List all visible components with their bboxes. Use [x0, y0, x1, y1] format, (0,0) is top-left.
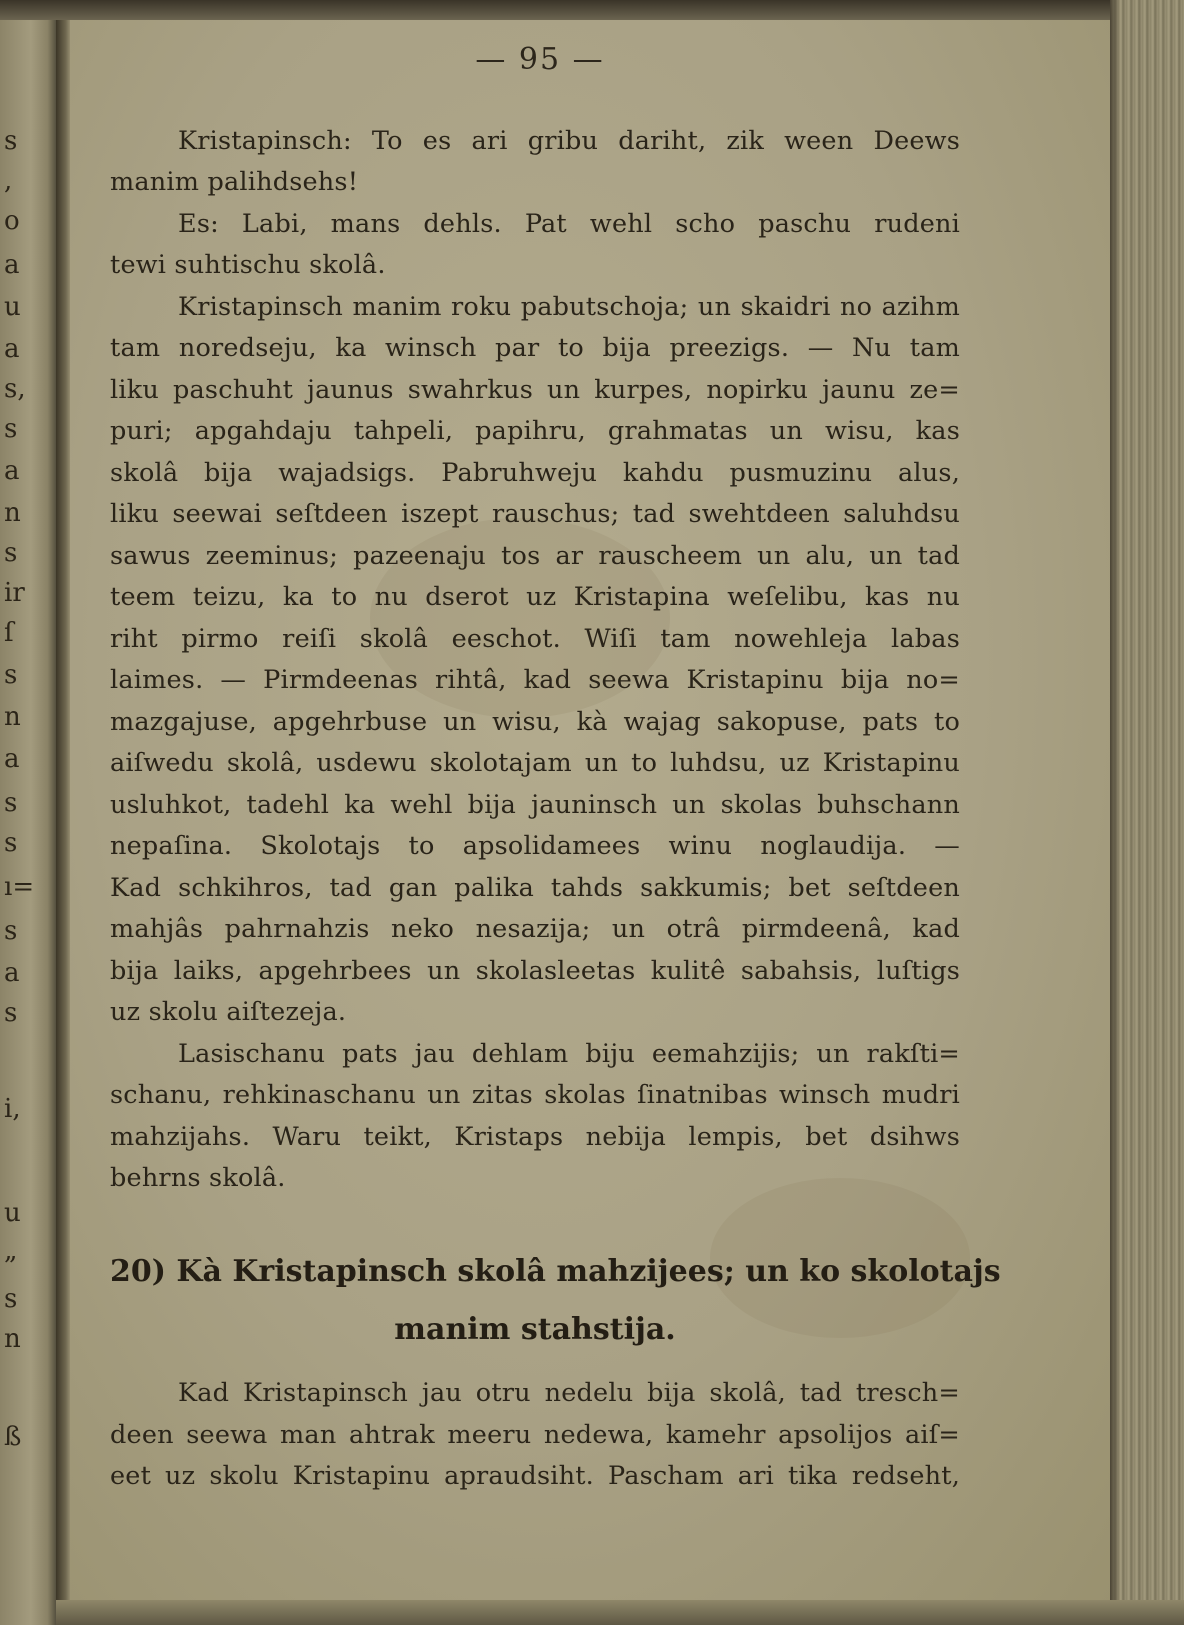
top-edge: [0, 0, 1184, 20]
margin-fragment: a: [4, 958, 20, 988]
margin-fragment: s,: [4, 374, 26, 404]
margin-fragment: ı=: [4, 872, 35, 902]
margin-fragment: s: [4, 788, 18, 818]
margin-fragment: ,: [4, 166, 13, 196]
text-line: Es: Labi, mans dehls. Pat wehl scho paschu rudeni: [178, 209, 960, 239]
text-line: nepaſina. Skolotajs to apsolidamees winu noglaudija. —: [110, 831, 960, 861]
text-line: tewi suhtischu skolâ.: [110, 250, 386, 280]
margin-fragment: ir: [4, 578, 25, 608]
text-line: schanu, rehkinaschanu un zitas skolas ſinatnibas winsch mudri: [110, 1080, 960, 1110]
text-line: uz skolu aiſtezeja.: [110, 997, 347, 1027]
text-line: Kristapinsch: To es ari gribu dariht, zik ween Deews: [178, 126, 960, 156]
text-line: aiſwedu skolâ, usdewu skolotajam un to luhdsu, uz Kristapinu: [110, 748, 960, 778]
margin-fragment: ß: [4, 1422, 22, 1452]
text-line: skolâ bija wajadsigs. Pabruhweju kahdu pusmuzinu alus,: [110, 458, 960, 488]
margin-fragment: s: [4, 414, 18, 444]
text-line: manim palihdsehs!: [110, 167, 359, 197]
text-line: puri; apgahdaju tahpeli, papihru, grahmatas un wisu, kas: [110, 416, 960, 446]
text-line: teem teizu, ka to nu dserot uz Kristapina weſelibu, kas nu: [110, 582, 960, 612]
text-line: mazgajuse, apgehrbuse un wisu, kà wajag sakopuse, pats to: [110, 707, 960, 737]
margin-fragment: s: [4, 916, 18, 946]
text-line: mahzijahs. Waru teikt, Kristaps nebija lempis, bet dsihws: [110, 1122, 960, 1152]
text-line: Kad schkihros, tad gan palika tahds sakkumis; bet seſtdeen: [110, 873, 960, 903]
text-line: behrns skolâ.: [110, 1163, 286, 1193]
margin-fragment: n: [4, 702, 21, 732]
margin-fragment: s: [4, 538, 18, 568]
page-number: — 95 —: [475, 42, 605, 77]
margin-fragment: s: [4, 828, 18, 858]
margin-fragment: a: [4, 250, 20, 280]
text-line: liku seewai seſtdeen iszept rauschus; tad swehtdeen saluhdsu: [110, 499, 960, 529]
margin-fragment: ſ: [4, 618, 14, 648]
text-line: tam noredseju, ka winsch par to bija preezigs. — Nu tam: [110, 333, 960, 363]
section-heading: 20) Kà Kristapinsch skolâ mahzijees; un ko skolotajs: [110, 1254, 1001, 1289]
text-line: Kad Kristapinsch jau otru nedelu bija skolâ, tad tresch=: [178, 1378, 960, 1408]
text-line: sawus zeeminus; pazeenaju tos ar rauscheem un alu, un tad: [110, 541, 960, 571]
margin-fragment: a: [4, 744, 20, 774]
margin-fragment: „: [4, 1236, 18, 1266]
text-line: liku paschuht jaunus swahrkus un kurpes, nopirku jaunu ze=: [110, 375, 960, 405]
text-line: usluhkot, tadehl ka wehl bija jauninsch un skolas buhschann: [110, 790, 960, 820]
text-line: eet uz skolu Kristapinu apraudsiht. Pascham ari tika redseht,: [110, 1461, 960, 1491]
margin-fragment: u: [4, 292, 21, 322]
margin-fragment: s: [4, 998, 18, 1028]
text-line: bija laiks, apgehrbees un skolasleetas kulitê sabahsis, luſtigs: [110, 956, 960, 986]
margin-fragment: s: [4, 1284, 18, 1314]
margin-fragment: n: [4, 1324, 21, 1354]
text-line: mahjâs pahrnahzis neko nesazija; un otrâ pirmdeenâ, kad: [110, 914, 960, 944]
margin-fragment: i,: [4, 1094, 21, 1124]
margin-fragment: a: [4, 456, 20, 486]
text-line: riht pirmo reiſi skolâ eeschot. Wiſi tam nowehleja labas: [110, 624, 960, 654]
margin-fragment: s: [4, 660, 18, 690]
margin-fragment: s: [4, 126, 18, 156]
text-line: laimes. — Pirmdeenas rihtâ, kad seewa Kristapinu bija no=: [110, 665, 960, 695]
section-heading-continued: manim stahstija.: [394, 1312, 676, 1347]
book-gutter: [56, 0, 70, 1625]
bottom-edge: [56, 1600, 1184, 1625]
previous-page-edge: [0, 0, 56, 1625]
text-line: Lasischanu pats jau dehlam biju eemahzijis; un rakſti=: [178, 1039, 960, 1069]
text-line: deen seewa man ahtrak meeru nedewa, kamehr apsolijos aiſ=: [110, 1420, 960, 1450]
page-stack-edge: [1110, 0, 1184, 1625]
margin-fragment: a: [4, 334, 20, 364]
margin-fragment: n: [4, 498, 21, 528]
text-line: Kristapinsch manim roku pabutschoja; un skaidri no azihm: [178, 292, 960, 322]
margin-fragment: o: [4, 206, 20, 236]
margin-fragment: u: [4, 1198, 21, 1228]
